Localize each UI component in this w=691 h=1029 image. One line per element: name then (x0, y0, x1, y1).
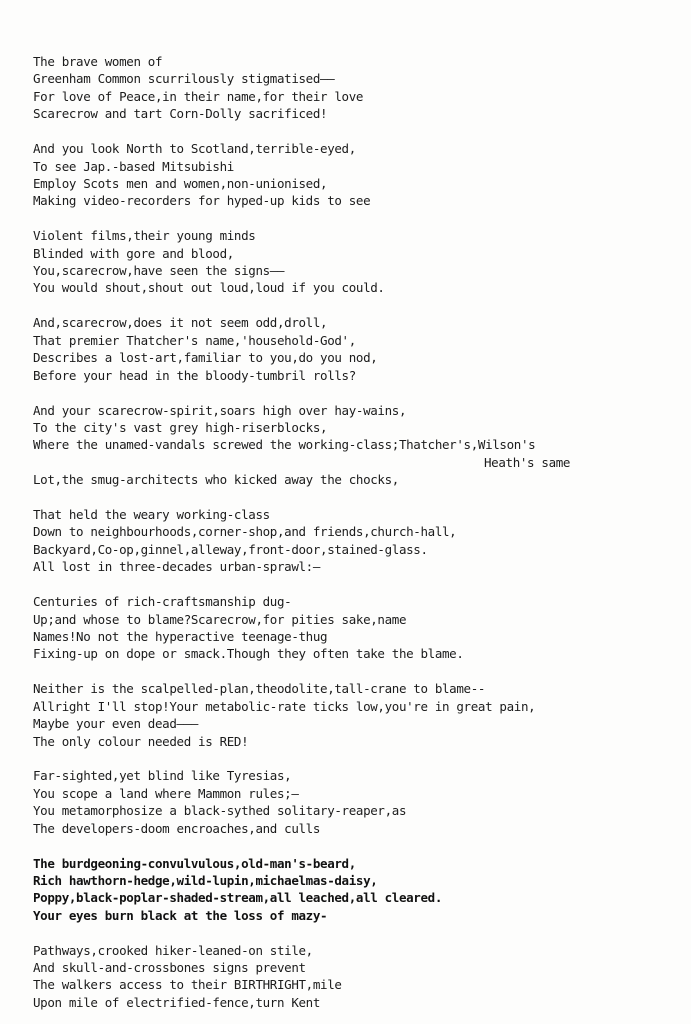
poem-line: Allright I'll stop!Your metabolic-rate ticks low,you're in great pain, (33, 698, 536, 714)
poem-line: Greenham Common scurrilously stigmatised—— (33, 71, 335, 87)
poem-line: Centuries of rich-craftsmanship dug- (33, 594, 292, 610)
poem-line: And your scarecrow-spirit,soars high over hay-wains, (33, 402, 407, 418)
poem-line: Down to neighbourhoods,corner-shop,and friends,church-hall, (33, 524, 457, 540)
poem-line: Before your head in the bloody-tumbril rolls? (33, 367, 356, 383)
stanza-11 (33, 942, 673, 1012)
stanza-3 (33, 227, 673, 297)
poem-line: And skull-and-crossbones signs prevent (33, 960, 306, 976)
poem-text (33, 53, 673, 1029)
poem-line: You would shout,shout out loud,loud if you could. (33, 280, 385, 296)
poem-line: Employ Scots men and women,non-unionised, (33, 175, 328, 191)
poem-line: That premier Thatcher's name,'household-God', (33, 332, 356, 348)
poem-line: The developers-doom encroaches,and culls (33, 820, 321, 836)
poem-line: Far-sighted,yet blind like Tyresias, (33, 768, 292, 784)
poem-line: Blinded with gore and blood, (33, 245, 234, 261)
poem-line: The walkers access to their BIRTHRIGHT,mile (33, 977, 342, 993)
poem-line: Lot,the smug-architects who kicked away the chocks, (33, 472, 399, 488)
poem-line: You,scarecrow,have seen the signs—— (33, 263, 285, 279)
poem-line: Violent films,their young minds (33, 228, 256, 244)
poem-line: Fixing-up on dope or smack.Though they often take the blame. (33, 646, 464, 662)
poem-line: The brave women of (33, 54, 163, 69)
poem-line: Names!No not the hyperactive teenage-thug (33, 628, 328, 644)
poem-line: To see Jap.-based Mitsubishi (33, 158, 234, 174)
poem-line: The burdgeoning-convulvulous,old-man's-beard, (33, 855, 356, 871)
poem-line: Neither is the scalpelled-plan,theodolite,tall-crane to blame-- (33, 681, 486, 697)
poem-line: Pathways,crooked hiker-leaned-on stile, (33, 942, 313, 958)
poem-line: You metamorphosize a black-sythed solitary-reaper,as (33, 803, 407, 819)
stanza-5 (33, 402, 673, 489)
poem-line: Up;and whose to blame?Scarecrow,for pities sake,name (33, 611, 407, 627)
stanza-6 (33, 506, 673, 576)
stanza-7 (33, 593, 673, 663)
poem-line: For love of Peace,in their name,for their love (33, 88, 364, 104)
stanza-8 (33, 680, 673, 750)
stanza-4 (33, 314, 673, 384)
poem-line: The only colour needed is RED! (33, 733, 249, 749)
poem-line: And,scarecrow,does it not seem odd,droll, (33, 315, 328, 331)
poem-line: To the city's vast grey high-riserblocks, (33, 419, 328, 435)
poem-line: Rich hawthorn-hedge,wild-lupin,michaelmas-daisy, (33, 872, 378, 888)
poem-line: Upon mile of electrified-fence,turn Kent (33, 994, 321, 1010)
stanza-2 (33, 140, 673, 210)
poem-line: Scarecrow and tart Corn-Dolly sacrificed! (33, 106, 328, 122)
poem-line: Where the unamed-vandals screwed the working-class;Thatcher's,Wilson's (33, 437, 536, 453)
poem-line: Backyard,Co-op,ginnel,alleway,front-door,stained-glass. (33, 541, 428, 557)
poem-line: Maybe your even dead——— (33, 716, 199, 732)
poem-line: All lost in three-decades urban-sprawl:— (33, 559, 321, 575)
poem-line-continuation: Heath's same (484, 454, 571, 470)
poem-line: You scope a land where Mammon rules;— (33, 785, 299, 801)
poem-line: Your eyes burn black at the loss of mazy- (33, 907, 328, 923)
poem-line: That held the weary working-class (33, 507, 270, 523)
poem-line: And you look North to Scotland,terrible-eyed, (33, 141, 356, 157)
poem-line: Describes a lost-art,familiar to you,do you nod, (33, 350, 378, 366)
stanza-9 (33, 767, 673, 837)
poem-line: Poppy,black-poplar-shaded-stream,all leached,all cleared. (33, 890, 443, 906)
stanza-10 (33, 855, 673, 925)
stanza-1 (33, 53, 673, 123)
poem-line: Making video-recorders for hyped-up kids to see (33, 193, 371, 209)
